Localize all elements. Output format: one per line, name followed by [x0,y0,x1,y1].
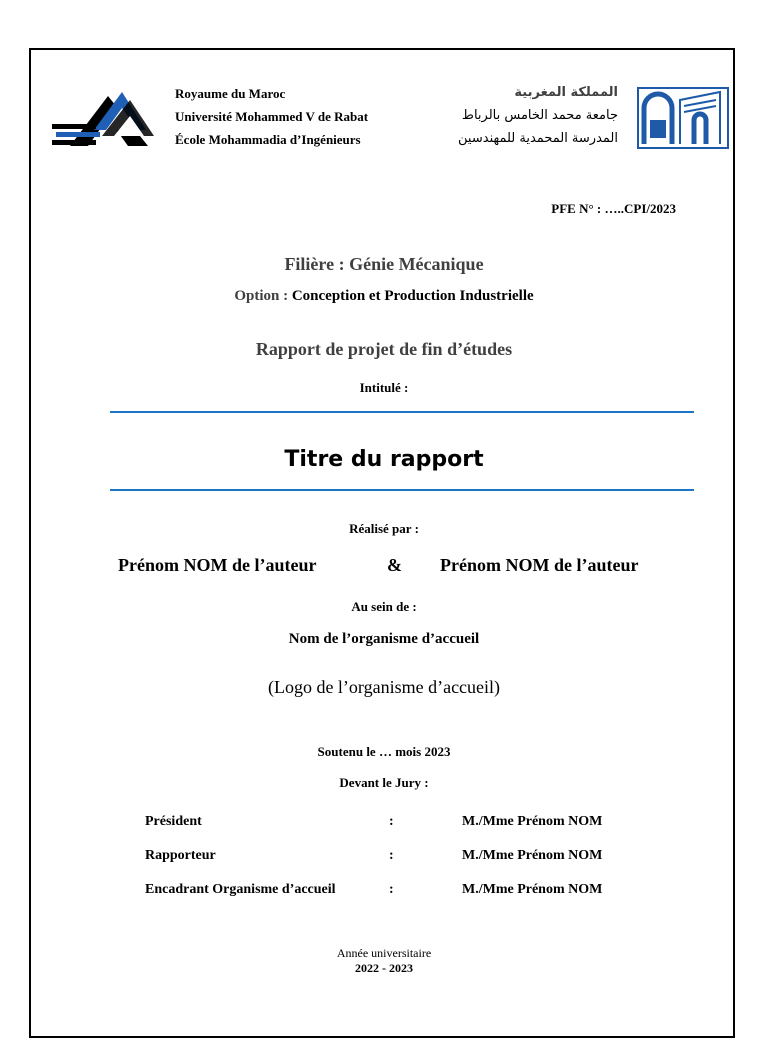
filiere: Filière : Génie Mécanique [284,254,484,274]
report-type: Rapport de projet de fin d’études [255,339,513,359]
pfe-number: PFE N° : …..CPI/2023 [551,201,676,216]
jury-colon: : [389,848,394,863]
header-school-ar: المدرسة المحمدية للمهندسين [458,131,618,146]
au-sein-label: Au sein de : [351,599,417,614]
annee-label: Année universitaire [336,946,432,960]
option-value: Conception et Production Industrielle [291,288,534,304]
option-label: Option : [234,288,289,304]
organisme-logo-placeholder: (Logo de l’organisme d’accueil) [267,677,501,697]
jury-role: Président [145,814,202,829]
author-separator: & [387,555,402,575]
author-2: Prénom NOM de l’auteur [440,555,639,575]
organisme-name: Nom de l’organisme d’accueil [288,631,480,647]
um5-logo-icon [636,86,732,150]
soutenu-date: Soutenu le … mois 2023 [317,744,451,759]
report-title: Titre du rapport [284,447,484,472]
jury-member-name: M./Mme Prénom NOM [462,848,603,863]
jury-label: Devant le Jury : [339,775,429,790]
header-university-fr: Université Mohammed V de Rabat [175,109,369,124]
header-kingdom-fr: Royaume du Maroc [175,86,286,101]
jury-colon: : [389,814,394,829]
realise-par-label: Réalisé par : [349,521,419,536]
header-university-ar: جامعة محمد الخامس بالرباط [461,108,618,123]
jury-role: Encadrant Organisme d’accueil [145,882,336,897]
title-rule-bottom [110,489,694,491]
page-border [29,48,735,1038]
jury-colon: : [389,882,394,897]
header-school-fr: École Mohammadia d’Ingénieurs [175,132,361,147]
annee-value: 2022 - 2023 [355,961,413,975]
author-1: Prénom NOM de l’auteur [118,555,317,575]
jury-role: Rapporteur [145,848,216,863]
option-line [0,288,768,305]
jury-member-name: M./Mme Prénom NOM [462,882,603,897]
jury-member-name: M./Mme Prénom NOM [462,814,603,829]
title-rule-top [110,411,694,413]
emi-logo-icon [50,88,160,150]
intitule-label: Intitulé : [359,380,409,395]
header-kingdom-ar: المملكة المغربية [514,85,618,100]
